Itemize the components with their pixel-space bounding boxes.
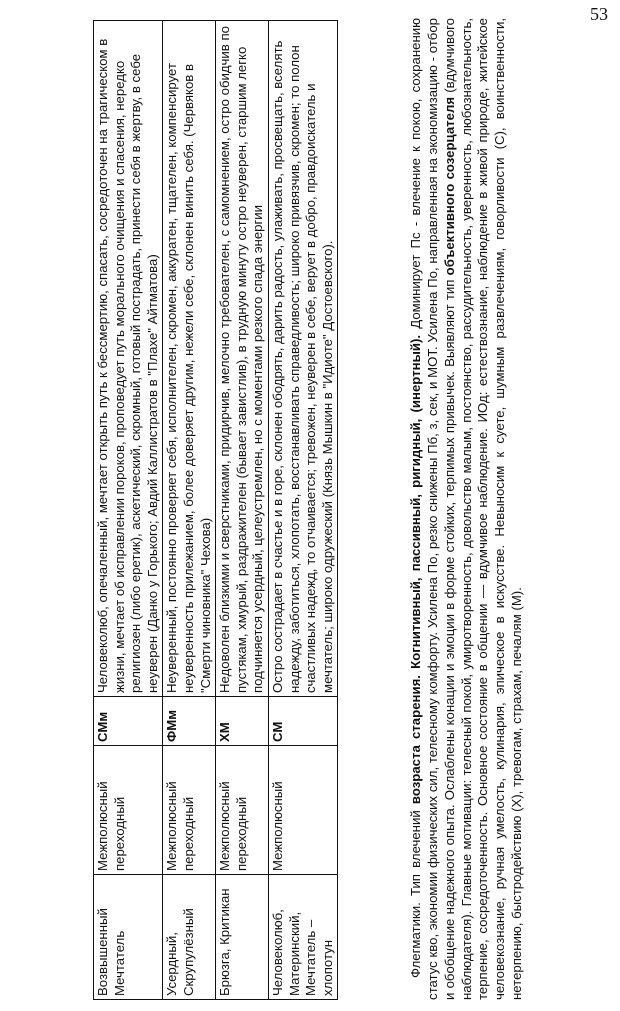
table-row <box>268 21 337 1000</box>
phlegmatics-paragraph <box>408 18 526 1000</box>
table-row <box>163 21 216 1000</box>
paragraph-tail: (вдумчивого наблюдателя). Главные мотивации: телесный покой, умиротворенность, довольство малым, постоянство, рассудительность, уверенность, любознательность, терпение, сосредоточенность. Основное состояние в общении — вдумчивое наблюдение. ИОд: естествознание, наблюдение в живой природе, житейское человекознание, ручная умелость, кулинария, эпическое в искусстве. Невыносим к суете, шумным развлечениям, говорливости (С), воинственности, нетерпению, быстродействию (Х), тревогам, страхам, печалям (М). <box>441 17 524 1000</box>
table-row <box>94 21 163 1000</box>
description-cell: Неуверенный, постоянно проверяет себя, исполнителен, скромен, аккуратен, тщателен, компенсирует неуверенность прилежанием, более доверяет другим, нежели себе, склонен винить себя. (Червяков в "Смерти чиновника" Чехова) <box>163 21 216 697</box>
code-cell: ХМ <box>216 697 269 746</box>
description-cell: Остро сострадает в счастье и в горе, склонен ободрять, дарить радость, улаживать, просвещать, вселять надежду, заботиться, хлопотать, восстанавливать справедливость; широко привязчив, скромен; то полон счастливых надежд, то отчаивается; тревожен, неуверен в себе, верует в добро, правдоискатель и мечтатель; широко одружеский (Князь Мышкин в "Идиоте" Достоевского). <box>268 21 337 697</box>
description-cell: Человеколюб, опечаленный, мечтает открыть путь к бессмертию, спасать, сосредоточен на трагическом в жизни, мечтает об исправлении пороков, проповедует путь морального очищения и спасения, нередко религиозен (либо еретик), аскетический, скромный, готовый пострадать, принести себя в жертву, в себе неуверен (Данко у Горького; Авдий Каллистратов в "Плахе" Айтматова) <box>94 21 163 697</box>
type-cell: Усердный, Скрупулёзный <box>163 875 216 1000</box>
page-number: 53 <box>590 4 608 24</box>
code-cell: ФМм <box>163 697 216 746</box>
group-cell: Межполюсный переходный <box>94 746 163 875</box>
type-cell: Брюзга, Критикан <box>216 875 269 1000</box>
type-cell: Человеколюб, Материнский, Мечтатель – хлопотун <box>268 875 337 1000</box>
type-cell: Возвышенный Мечтатель <box>94 875 163 1000</box>
table-row <box>216 21 269 1000</box>
paragraph-bold-type: объективного созерцателя <box>441 96 457 276</box>
code-cell: СМ <box>268 697 337 746</box>
types-table <box>93 20 338 1000</box>
paragraph-body: Доминирует Пс - влечение к покою, сохранению статус кво, экономии физических сил, телесному комфорту. Усилена По, резко снижены Пб, з, сек, и МОТ. Усилена По, направленная на экономизацию - отбор и обобщение надежного опыта. Ослаблены конации и эмоции в форме стойких, терпимых привычек. Выявляют тип <box>408 18 457 1000</box>
group-cell: Межполюсный переходный <box>216 746 269 875</box>
group-cell: Межполюсный <box>268 746 337 875</box>
rotated-page-content <box>3 16 593 1006</box>
description-cell: Недоволен близкими и сверстниками, придирчив, мелочно требователен, с самомнением, остро обидчив по пустякам, хмурый, раздражителен (бывает завистлив), в трудную минуту остро неуверен, старшим легко подчиняется усердный, целеустремлен, но с моментами резкого спада энергии <box>216 21 269 697</box>
paragraph-bold-definition: возраста старения. Когнитивный, пассивный, ригидный, (инертный). <box>408 334 424 805</box>
paragraph-lead: Флегматики. Тип влечений <box>408 804 424 978</box>
group-cell: Межполюсный переходный <box>163 746 216 875</box>
code-cell: СМм <box>94 697 163 746</box>
